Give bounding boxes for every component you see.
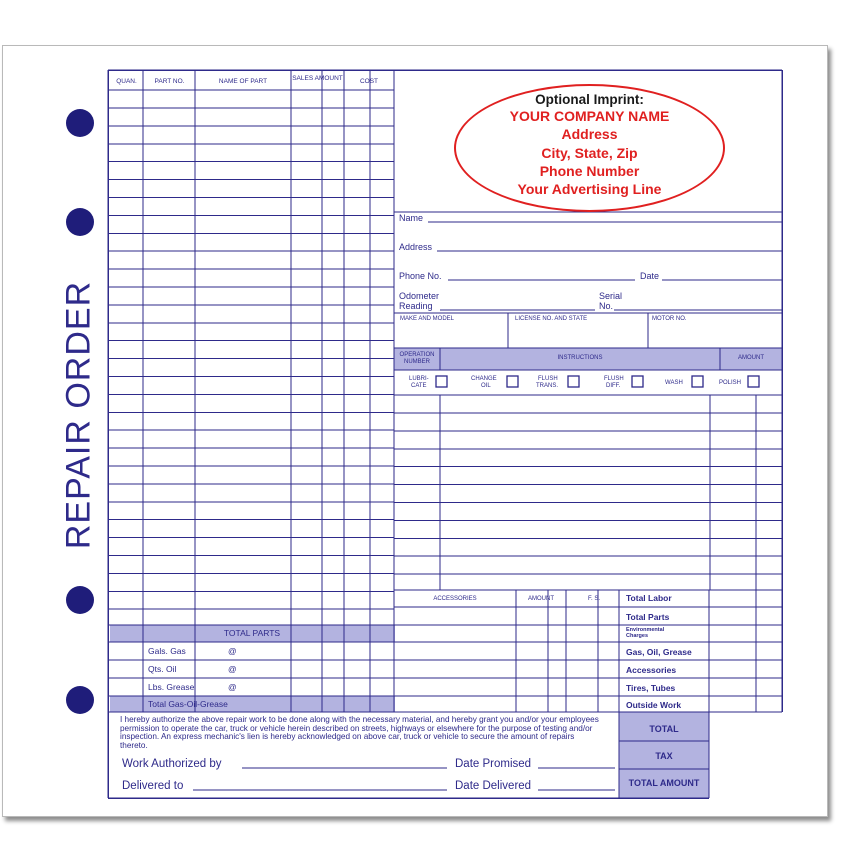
check-change-oil-l1: CHANGE [471,376,497,382]
date-label: Date [640,271,660,281]
serial-label: Serial [599,291,623,301]
checkbox-1 [507,376,518,387]
accessories-label: ACCESSORIES [433,596,477,602]
oil-label: Qts. Oil [148,664,177,674]
tax-label: TAX [655,751,673,761]
license-label: LICENSE NO. AND STATE [515,316,588,322]
checkbox-2 [568,376,579,387]
gog-summary-label: Gas, Oil, Grease [626,647,692,657]
total-labor-label: Total Labor [626,593,672,603]
env-label-1: Environmental [626,627,665,633]
phone-label: Phone No. [399,271,442,281]
checkbox-4 [692,376,703,387]
oil-at: @ [228,664,237,674]
col-header-quan: QUAN. [116,78,137,85]
gas-label: Gals. Gas [148,646,186,656]
odometer-label: Odometer [399,291,440,301]
check-lubricate-l2: CATE [411,383,427,389]
imprint-heading: Optional Imprint: [535,92,644,107]
accessories-fs-label: F. S. [587,596,600,602]
check-lubricate-l1: LUBRI- [409,376,429,382]
total-parts-label: TOTAL PARTS [223,628,281,638]
address-label: Address [399,242,433,252]
gas-at: @ [228,646,237,656]
accessories-amount-label: AMOUNT [528,596,554,602]
check-flush-diff-l1: FLUSH [604,376,624,382]
amount-label: AMOUNT [738,355,764,361]
check-polish-label: POLISH [719,380,742,386]
checkbox-5 [748,376,759,387]
env-label-2: Charges [626,633,649,639]
sales-amount-text: SALES AMOUNT [292,75,343,82]
total-amount-label: TOTAL AMOUNT [628,778,700,788]
imprint-ad-line: Your Advertising Line [517,181,662,197]
motor-label: MOTOR NO. [652,316,687,322]
operation-label: OPERATION [399,352,435,358]
check-wash-label: WASH [665,380,683,386]
grease-label: Lbs. Grease [148,682,195,692]
tires-summary-label: Tires, Tubes [626,683,676,693]
col-header-part-no: PART NO. [154,78,185,85]
total-gog-label: Total Gas-Oil-Grease [148,699,228,709]
check-change-oil-l2: OIL [481,383,491,389]
reading-label: Reading [399,301,433,311]
outside-work-label: Outside Work [626,700,682,710]
number-label: NUMBER [403,359,430,365]
make-model-label: MAKE AND MODEL [400,316,455,322]
check-flush-trans-l1: FLUSH [538,376,558,382]
imprint-address: Address [561,126,618,142]
instructions-label: INSTRUCTIONS [557,355,603,361]
date-promised-label: Date Promised [455,758,532,770]
imprint-phone: Phone Number [539,163,640,179]
name-label: Name [399,213,424,223]
col-header-name-of-part: NAME OF PART [218,78,268,85]
authorization-text: I hereby authorize the above repair work to be done along with the necessary material, and hereby grant you and/or your employees permission to operate the car, truck or vehicle herein described on streets, highways or elsewhere for the purpose of testing and/or inspection. An express mechanic's lien is hereby acknowledged on above car, truck or vehicle to secure the amount of repairs thereto. [120,715,599,750]
checkbox-0 [436,376,447,387]
form-title: REPAIR ORDER [59,280,98,550]
check-flush-diff-l2: DIFF. [606,383,621,389]
total-parts-summary-label: Total Parts [626,612,670,622]
accessories-summary-label: Accessories [626,665,677,675]
imprint-city: City, State, Zip [541,145,638,161]
col-header-sales-amount [291,75,344,82]
date-delivered-label: Date Delivered [455,780,532,792]
checkbox-3 [632,376,643,387]
imprint-company: YOUR COMPANY NAME [509,108,670,124]
grease-at: @ [228,682,237,692]
col-header-cost: COST [359,78,379,85]
total-label: TOTAL [649,724,679,734]
serial-no-label: No. [599,301,614,311]
delivered-to-label: Delivered to [122,780,184,792]
work-authorized-label: Work Authorized by [122,758,222,770]
check-flush-trans-l2: TRANS. [536,383,559,389]
